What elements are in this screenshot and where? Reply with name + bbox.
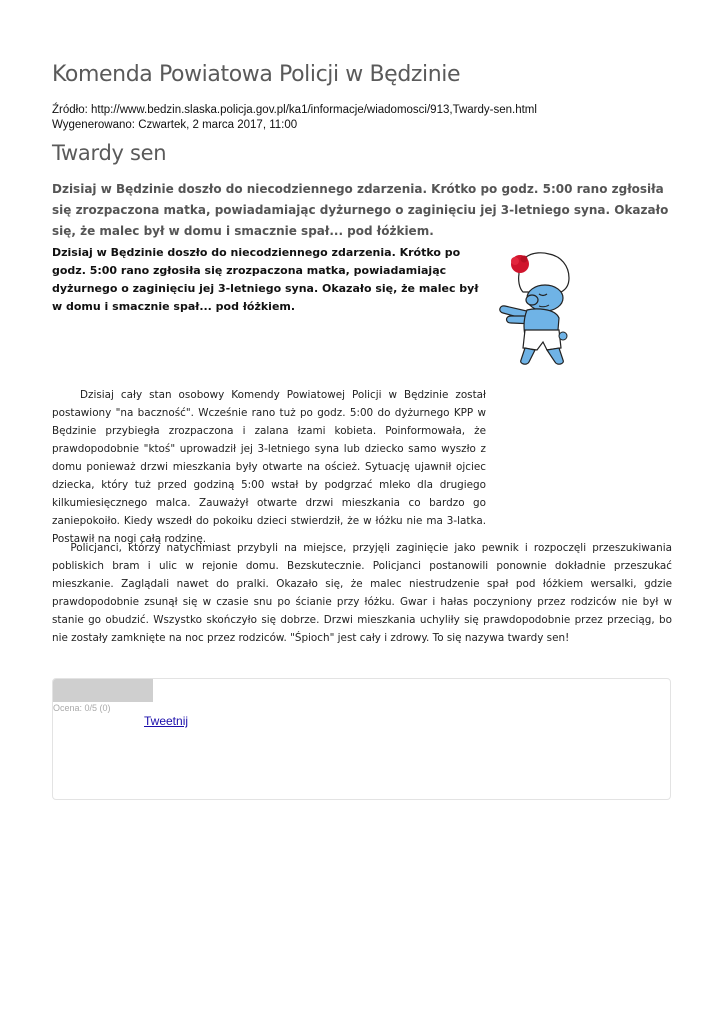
article-title: Twardy sen xyxy=(52,141,167,165)
rating-panel xyxy=(52,678,671,800)
site-title: Komenda Powiatowa Policji w Będzinie xyxy=(52,62,461,87)
smurf-illustration xyxy=(491,246,586,370)
article-lead: Dzisiaj w Będzinie doszło do niecodziennego zdarzenia. Krótko po godz. 5:00 rano zgłosiła się zrozpaczona matka, powiadamiając dyżurnego o zaginięciu jej 3-letniego syna. Okazało się, że malec był w domu i smacznie spał... pod łóżkiem. xyxy=(52,182,669,238)
source-url: Źródło: http://www.bedzin.slaska.policja.gov.pl/ka1/informacje/wiadomosci/913,Twardy-sen.html xyxy=(52,104,537,116)
article-paragraph-1: Dzisiaj cały stan osobowy Komendy Powiatowej Policji w Będzinie został postawiony "na baczność". Wcześnie rano tuż po godz. 5:00 do dyżurnego KPP w Będzinie przybiegła zrozpaczona i zalana łzami kobieta. Poinformowała, że prawdopodobnie "ktoś" uprowadził jej 3-letniego syna lub dziecko samo wyszło z domu ponieważ drzwi mieszkania były otwarte na oścież. Sytuację ujawnił ojciec dziecka, który tuż przed godziną 5:00 wstał by podgrzać mleko dla drugiego kilkumiesięcznego malca. Zauważył otwarte drzwi mieszkania co bardzo go zaniepokoiło. Kiedy wszedł do pokoiku dzieci stwierdził, że w łóżku nie ma 3-latka. Postawił na nogi całą rodzinę. xyxy=(52,389,486,545)
rating-stars-bar[interactable] xyxy=(53,679,153,702)
rating-text: Ocena: 0/5 (0) xyxy=(53,703,111,713)
tweet-link[interactable]: Tweetnij xyxy=(144,714,189,728)
generated-date: Wygenerowano: Czwartek, 2 marca 2017, 11:00 xyxy=(52,119,298,131)
article-paragraph-2: Policjanci, którzy natychmiast przybyli na miejsce, przyjęli zaginięcie jako pewnik i rozpoczęli przeszukiwania pobliskich bram i ulic w rejonie domu. Bezskutecznie. Policjanci postanowili ponownie dokładnie przeszukać mieszkanie. Zaglądali nawet do pralki. Okazało się, że malec niestrudzenie spał pod łóżkiem wersalki, gdzie prawdopodobnie zsunął się w czasie snu po ścianie przy łóżku. Gwar i hałas poczyniony przez rodziców nie był w stanie go obudzić. Wszystko skończyło się dobrze. Drzwi mieszkania uchyliły się prawdopodobnie przez przeciąg, bo nie zostały zamknięte na noc przez rodziców. "Śpioch" jest cały i zdrowy. To się nazywa twardy sen! xyxy=(52,542,672,644)
sleepwalking-smurf-icon xyxy=(491,246,586,370)
article-lead-repeat: Dzisiaj w Będzinie doszło do niecodziennego zdarzenia. Krótko po godz. 5:00 rano zgłosiła się zrozpaczona matka, powiadamiając dyżurnego o zaginięciu jej 3-letniego syna. Okazało się, że malec był w domu i smacznie spał... pod łóżkiem. xyxy=(52,246,479,313)
document-meta xyxy=(52,103,537,133)
